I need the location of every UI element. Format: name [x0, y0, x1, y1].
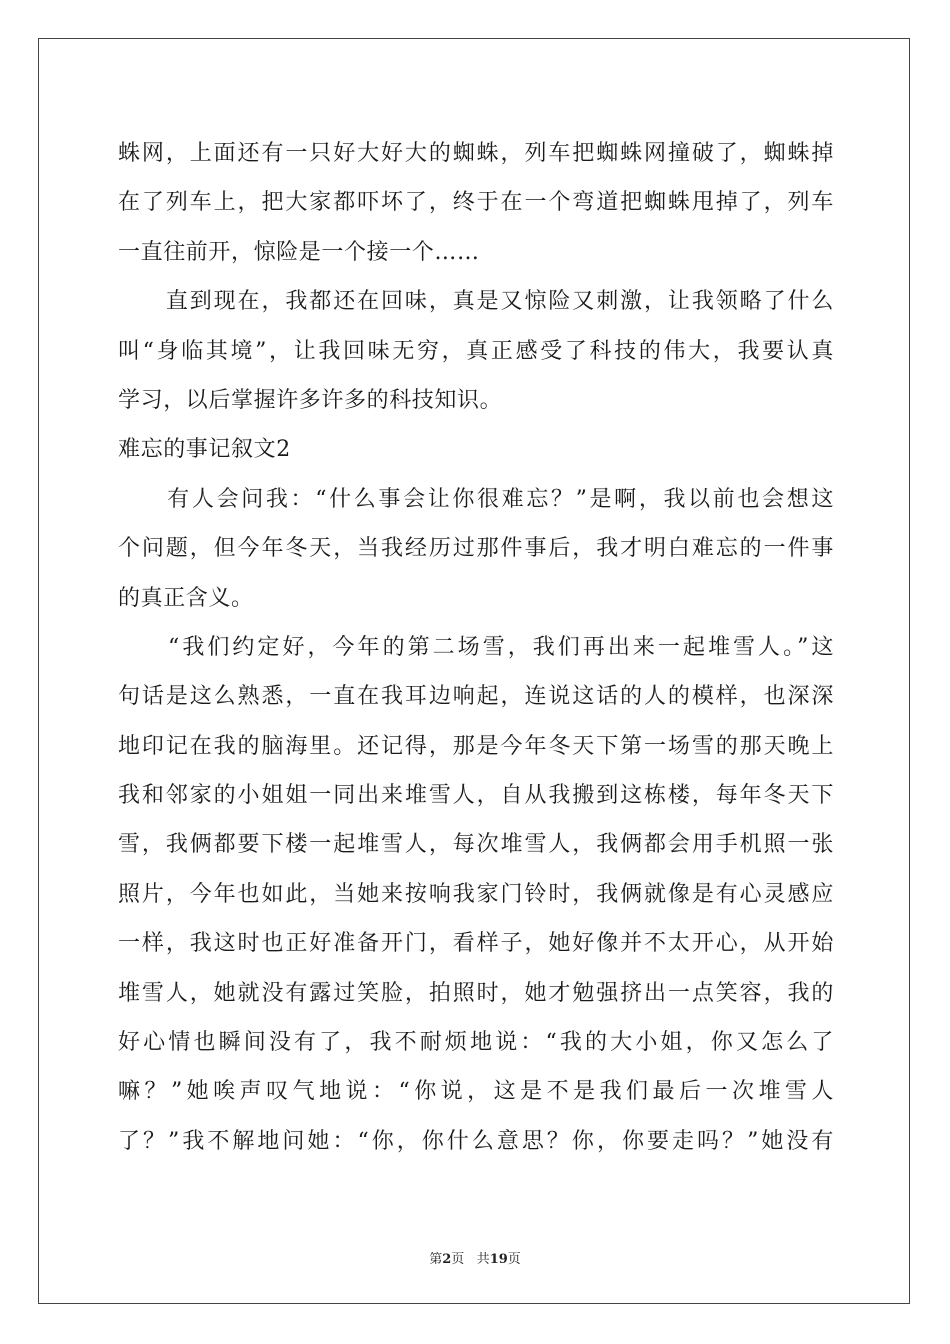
footer-page-number: 2 [442, 1252, 452, 1267]
text-line: 叫“身临其境”，让我回味无穷，真正感受了科技的伟大，我要认真 [118, 338, 834, 364]
text-line: 了？”我不解地问她：“你，你什么意思？你，你要走吗？”她没有 [118, 1128, 834, 1154]
text-line: 直到现在，我都还在回味，真是又惊险又刺激，让我领略了什么 [118, 289, 834, 315]
text-line: 我和邻家的小姐姐一同出来堆雪人，自从我搬到这栋楼，每年冬天下 [118, 783, 834, 809]
text-line: 地印记在我的脑海里。还记得，那是今年冬天下第一场雪的那天晚上 [118, 733, 834, 759]
text-line: 一直往前开，惊险是一个接一个…… [118, 239, 480, 265]
page-footer [0, 1248, 950, 1267]
footer-page-prefix: 第 [429, 1252, 443, 1267]
text-line: 雪，我俩都要下楼一起堆雪人，每次堆雪人，我俩都会用手机照一张 [118, 832, 834, 858]
footer-page-suffix: 页 [451, 1252, 465, 1267]
text-line: 个问题，但今年冬天，当我经历过那件事后，我才明白难忘的一件事 [118, 536, 834, 562]
text-line: 堆雪人，她就没有露过笑脸，拍照时，她才勉强挤出一点笑容，我的 [118, 980, 834, 1006]
text-line: 难忘的事记叙文2 [118, 437, 291, 463]
text-line: 句话是这么熟悉，一直在我耳边响起，连说这话的人的模样，也深深 [118, 684, 834, 710]
text-line: 照片，今年也如此，当她来按响我家门铃时，我俩就像是有心灵感应 [118, 881, 834, 907]
text-line: 一样，我这时也正好准备开门，看样子，她好像并不太开心，从开始 [118, 931, 834, 957]
footer-total-prefix: 共 [476, 1252, 490, 1267]
text-line: 在了列车上，把大家都吓坏了，终于在一个弯道把蜘蛛甩掉了，列车 [118, 190, 834, 216]
text-line: 学习，以后掌握许多许多的科技知识。 [118, 387, 503, 413]
text-line: 蛛网，上面还有一只好大好大的蜘蛛，列车把蜘蛛网撞破了，蜘蛛掉 [118, 141, 834, 166]
text-line: 好心情也瞬间没有了，我不耐烦地说：“我的大小姐，你又怎么了 [118, 1030, 834, 1056]
text-line: “我们约定好，今年的第二场雪，我们再出来一起堆雪人。”这 [118, 634, 834, 660]
footer-total-number: 19 [489, 1252, 508, 1267]
document-body [118, 129, 834, 1166]
text-line: 的真正含义。 [118, 585, 254, 611]
footer-total-suffix: 页 [507, 1252, 521, 1267]
text-line: 有人会问我：“什么事会让你很难忘？”是啊，我以前也会想这 [118, 486, 834, 512]
text-line: 嘛？”她唉声叹气地说：“你说，这是不是我们最后一次堆雪人 [118, 1079, 834, 1105]
